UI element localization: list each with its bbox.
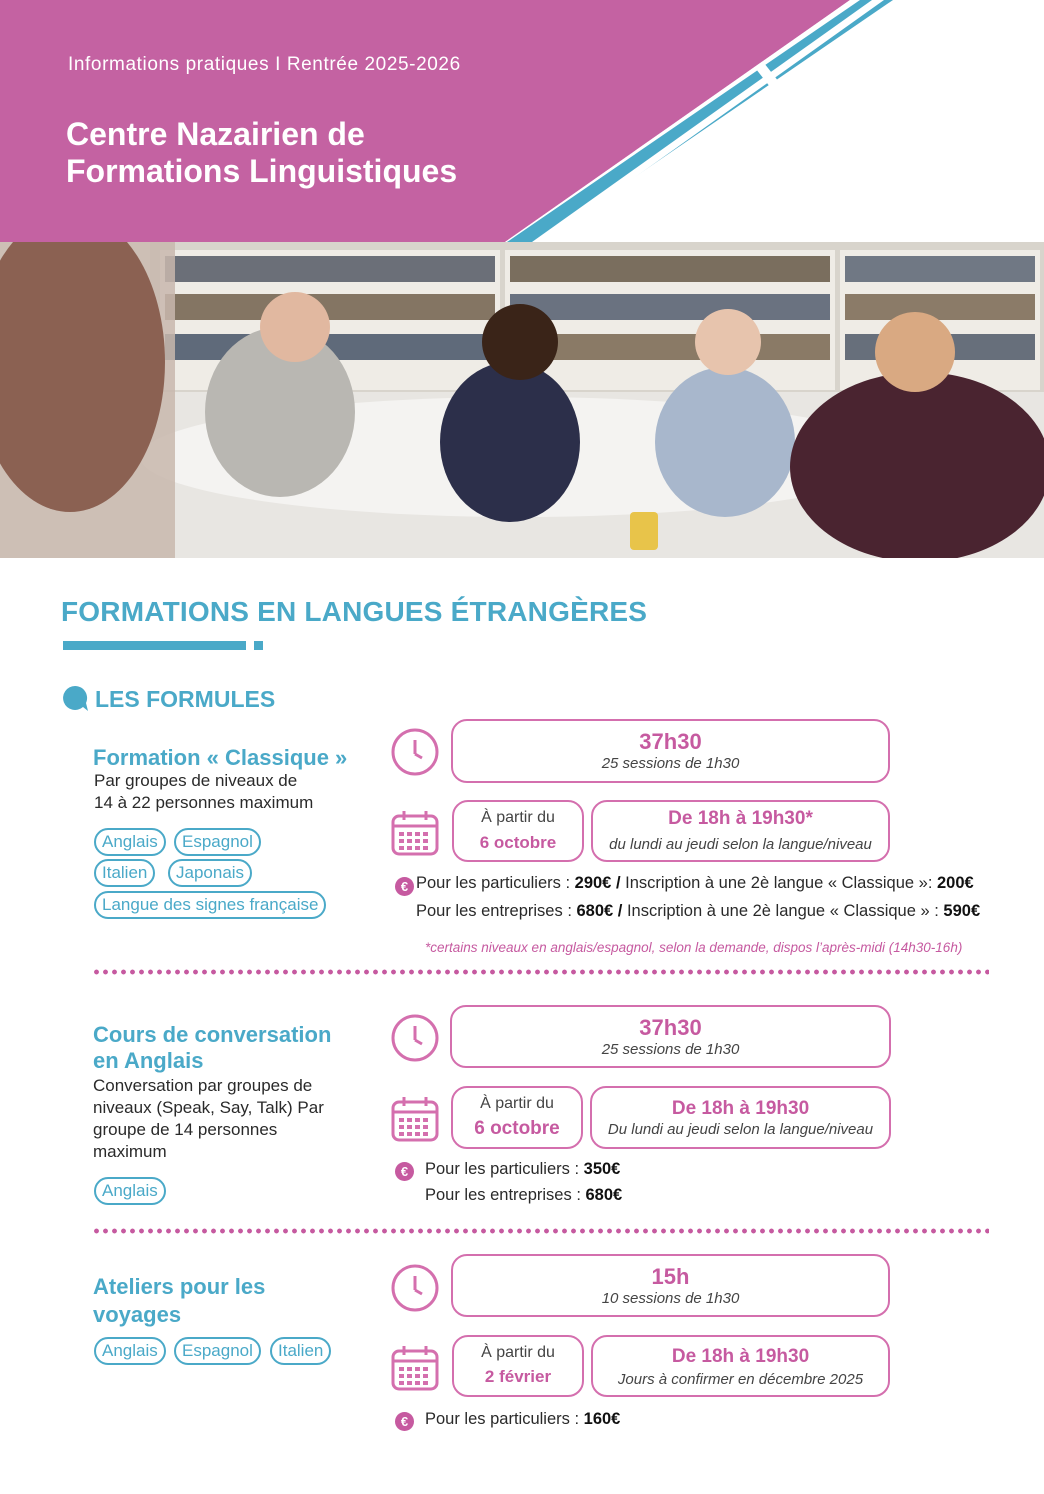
duration-pill (451, 1254, 890, 1317)
desc-line: 14 à 22 personnes maximum (94, 793, 314, 812)
schedule-pill (591, 1335, 890, 1397)
schedule-time: De 18h à 19h30* (668, 808, 813, 829)
title-line: Cours de conversation (93, 1022, 332, 1047)
speech-bubble-icon (61, 684, 89, 712)
tag-anglais: Anglais (94, 1177, 166, 1205)
schedule-days: du lundi au jeudi selon la langue/niveau (609, 836, 872, 853)
price-label: Pour les entreprises : (416, 902, 577, 920)
start-date: 6 octobre (479, 833, 557, 852)
calendar-icon (389, 1094, 441, 1146)
price-value: 350€ (583, 1160, 621, 1178)
price-label: Pour les particuliers : (416, 874, 575, 892)
desc-line: groupe de 14 personnes (93, 1120, 278, 1139)
conversation-desc (93, 1075, 324, 1163)
duration-value: 37h30 (639, 1015, 702, 1040)
formation-classique-desc (94, 770, 313, 814)
sessions-value: 25 sessions de 1h30 (601, 1041, 740, 1058)
conversation-title (93, 1022, 331, 1074)
price-extra-label: Inscription à une 2è langue « Classique » : (622, 902, 944, 920)
tag-anglais: Anglais (94, 828, 166, 856)
duration-pill (450, 1005, 891, 1068)
formules-heading: LES FORMULES (95, 686, 276, 712)
formation-classique-title: Formation « Classique » (93, 745, 348, 770)
title-line: voyages (93, 1302, 182, 1327)
start-date-pill (452, 800, 584, 862)
footnote: *certains niveaux en anglais/espagnol, selon la demande, dispos l’après-midi (14h30-16h) (425, 940, 963, 955)
ateliers-title (93, 1273, 265, 1329)
start-date: 2 février (484, 1367, 552, 1386)
euro-icon: € (395, 877, 414, 896)
sessions-value: 25 sessions de 1h30 (601, 755, 740, 772)
clock-icon (389, 726, 441, 778)
price-entreprises (416, 902, 980, 921)
page-title-line-1: Centre Nazairien de (66, 116, 365, 152)
euro-icon: € (395, 1162, 414, 1181)
start-date-pill (451, 1086, 583, 1149)
page-title-line-2: Formations Linguistiques (66, 153, 458, 189)
tag-espagnol: Espagnol (174, 828, 261, 856)
dotted-separator (92, 1228, 989, 1234)
tag-japonais: Japonais (168, 859, 252, 887)
price-value: 290€ / (574, 874, 621, 892)
section-underline-dot (254, 641, 263, 650)
section-title: FORMATIONS EN LANGUES ÉTRANGÈRES (61, 596, 648, 627)
title-line: Ateliers pour les (93, 1274, 266, 1299)
duration-pill (451, 719, 890, 783)
start-label: À partir du (480, 1095, 554, 1112)
header-kicker: Informations pratiques I Rentrée 2025-2026 (68, 54, 461, 75)
clock-icon (389, 1012, 441, 1064)
section-underline (63, 641, 246, 650)
classroom-photo (0, 242, 1044, 558)
price-entreprises (425, 1186, 622, 1205)
desc-line: Conversation par groupes de (93, 1076, 313, 1095)
header-banner (0, 0, 1044, 242)
clock-icon (389, 1262, 441, 1314)
tag-espagnol: Espagnol (174, 1337, 261, 1365)
euro-icon: € (395, 1412, 414, 1431)
schedule-time: De 18h à 19h30 (671, 1346, 810, 1367)
price-label: Pour les entreprises : (425, 1186, 586, 1204)
tag-langue-des-signes: Langue des signes française (94, 891, 326, 919)
sessions-value: 10 sessions de 1h30 (601, 1290, 740, 1307)
duration-value: 15h (651, 1264, 690, 1289)
price-particuliers (425, 1410, 620, 1429)
schedule-pill (590, 1086, 891, 1149)
price-extra-label: Inscription à une 2è langue « Classique »: (620, 874, 937, 892)
title-line: en Anglais (93, 1048, 204, 1073)
price-value: 680€ (585, 1186, 623, 1204)
price-particuliers (416, 874, 974, 893)
calendar-icon (389, 808, 441, 860)
start-date: 6 octobre (474, 1118, 560, 1139)
desc-line: niveaux (Speak, Say, Talk) Par (93, 1098, 324, 1117)
start-label: À partir du (481, 1344, 555, 1361)
tag-italien: Italien (94, 859, 155, 887)
tag-italien: Italien (270, 1337, 331, 1365)
price-value: 160€ (583, 1410, 621, 1428)
price-extra-value: 200€ (937, 874, 974, 892)
price-extra-value: 590€ (943, 902, 981, 920)
page-title (66, 116, 457, 190)
dotted-separator (92, 969, 989, 975)
schedule-days: Du lundi au jeudi selon la langue/niveau (607, 1121, 874, 1138)
price-value: 680€ / (576, 902, 623, 920)
duration-value: 37h30 (639, 729, 702, 754)
schedule-pill (591, 800, 890, 862)
tag-anglais: Anglais (94, 1337, 166, 1365)
calendar-icon (389, 1343, 441, 1395)
desc-line: Par groupes de niveaux de (94, 771, 298, 790)
price-label: Pour les particuliers : (425, 1410, 584, 1428)
schedule-time: De 18h à 19h30 (671, 1098, 810, 1119)
desc-line: maximum (93, 1142, 167, 1161)
schedule-days: Jours à confirmer en décembre 2025 (617, 1371, 864, 1388)
start-label: À partir du (481, 809, 555, 826)
price-label: Pour les particuliers : (425, 1160, 584, 1178)
start-date-pill (452, 1335, 584, 1397)
price-particuliers (425, 1160, 620, 1179)
